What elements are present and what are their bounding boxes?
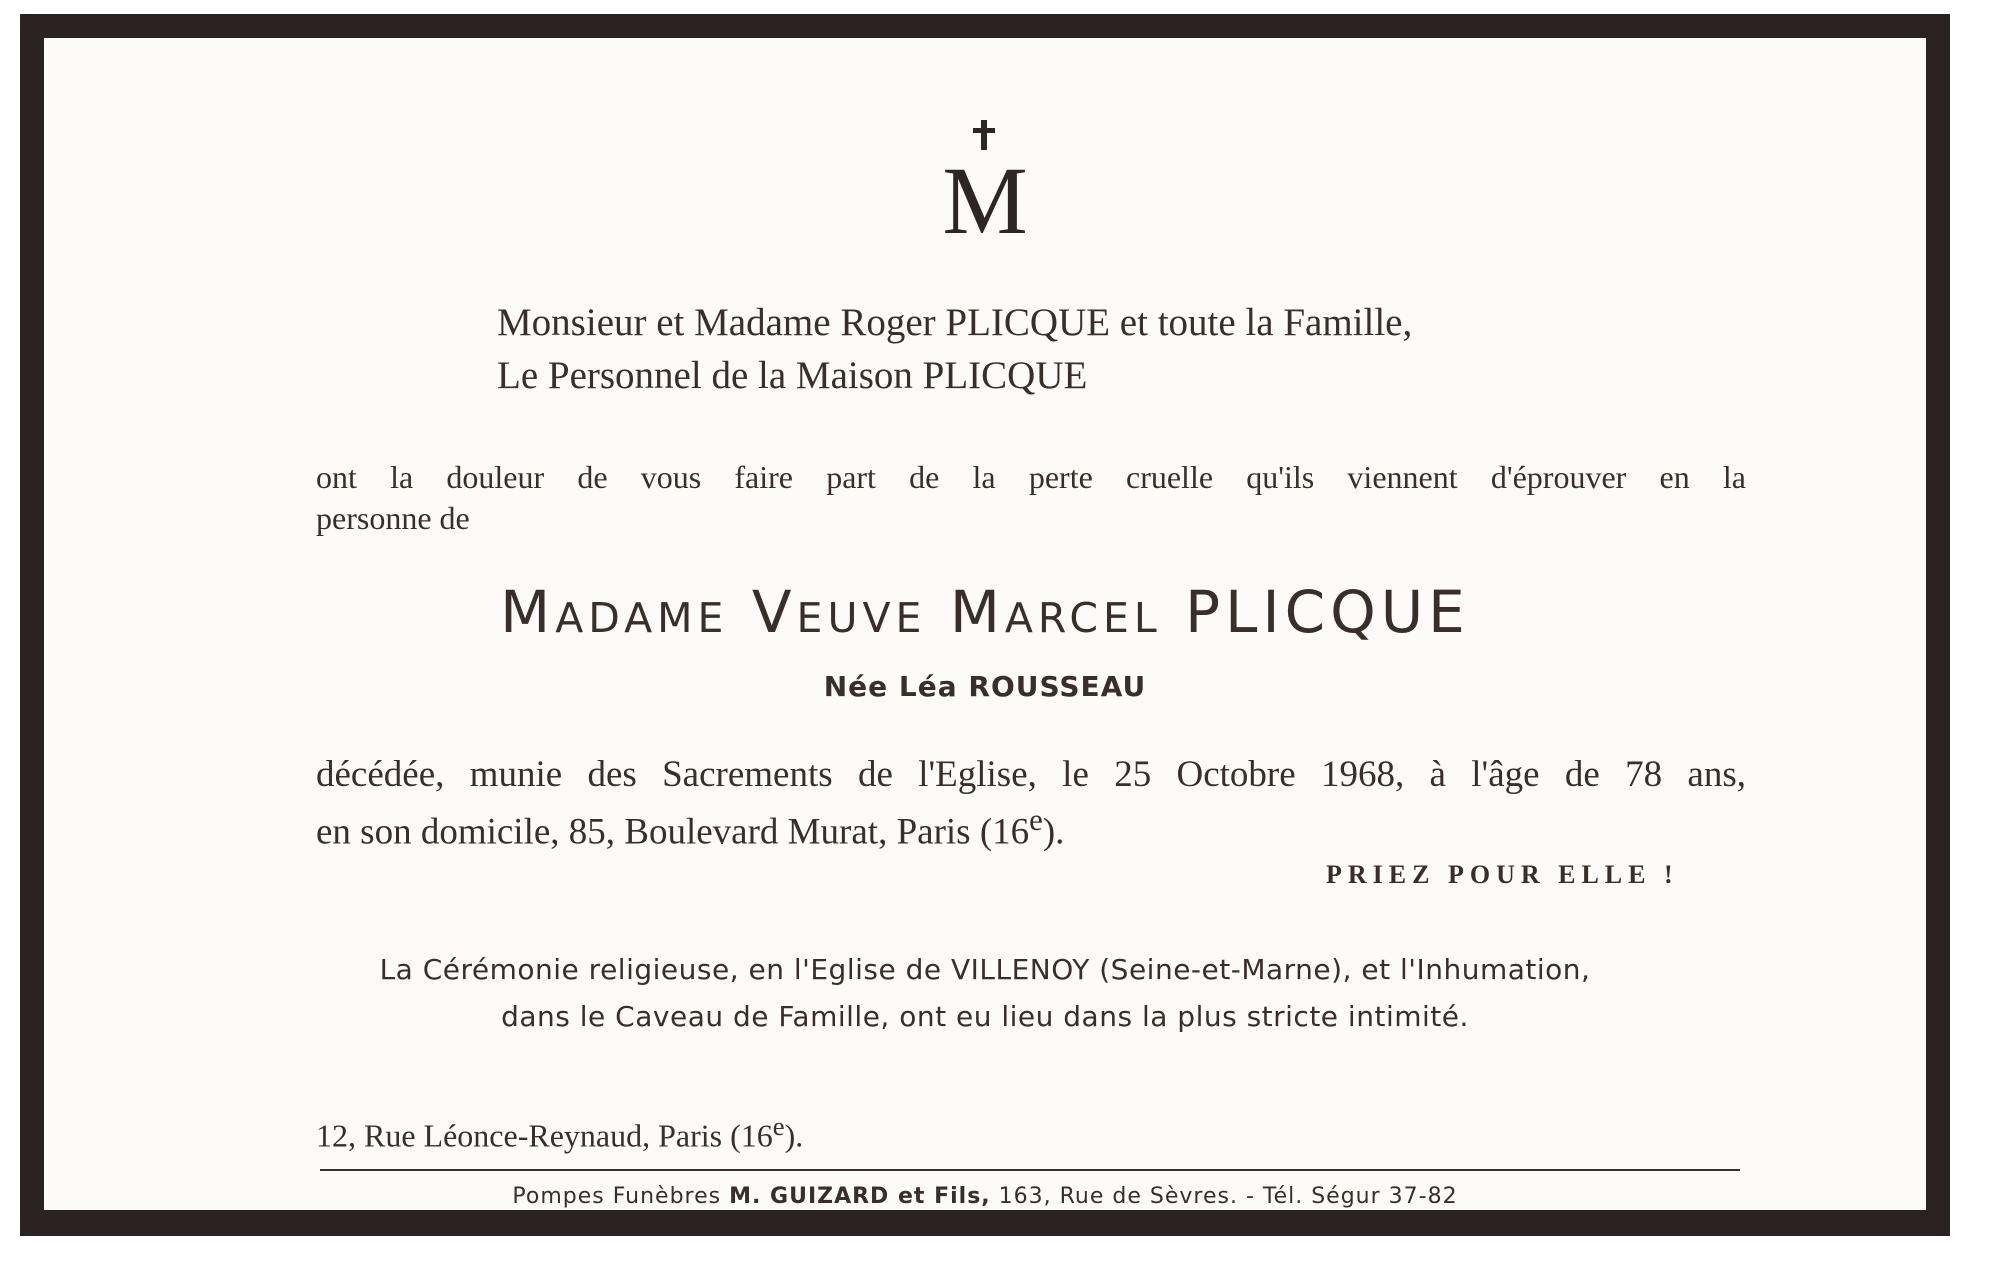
prayer-line: PRIEZ POUR ELLE !	[1326, 860, 1679, 889]
marian-monogram	[44, 118, 1926, 238]
footer-company: M. GUIZARD et Fils,	[729, 1184, 991, 1209]
family-line-1: Monsieur et Madame Roger PLICQUE et toute la Famille,	[497, 301, 1413, 344]
footer-prefix: Pompes Funèbres	[512, 1184, 722, 1209]
domicile-end: ).	[1042, 811, 1065, 853]
family-address	[316, 1111, 803, 1155]
announcement-line-2: personne de	[316, 500, 470, 536]
monogram-letter: M	[942, 147, 1028, 238]
funeral-card	[20, 14, 1950, 1236]
arrondissement-suffix: e	[1029, 803, 1043, 837]
ceremony-line-2: dans le Caveau de Famille, ont eu lieu dans la plus stricte intimité.	[501, 1000, 1469, 1033]
announcement-line-1: ont la douleur de vous faire part de la perte cruelle qu'ils viennent d'éprouver en la	[316, 459, 1746, 495]
undertaker-footer	[44, 1184, 1926, 1209]
address-text: 12, Rue Léonce-Reynaud, Paris (16	[316, 1117, 773, 1154]
family-line-2: Le Personnel de la Maison PLICQUE	[497, 354, 1088, 397]
footer-address: 163, Rue de Sèvres. - Tél. Ségur 37-82	[998, 1184, 1458, 1209]
ceremony-line-1: La Cérémonie religieuse, en l'Eglise de VILLENOY (Seine-et-Marne), et l'Inhumation,	[379, 953, 1591, 986]
death-details-line-2	[316, 803, 1064, 853]
deceased-name: Madame Veuve Marcel PLICQUE	[500, 578, 1470, 646]
maiden-name: Née Léa ROUSSEAU	[823, 670, 1147, 703]
footer-divider	[320, 1169, 1740, 1171]
address-suffix: e	[772, 1111, 785, 1141]
domicile-text: en son domicile, 85, Boulevard Murat, Paris (16	[316, 811, 1030, 853]
address-end: ).	[784, 1117, 804, 1154]
cross-icon	[930, 118, 1040, 238]
death-details-line-1: décédée, munie des Sacrements de l'Eglise, le 25 Octobre 1968, à l'âge de 78 ans,	[316, 754, 1746, 795]
